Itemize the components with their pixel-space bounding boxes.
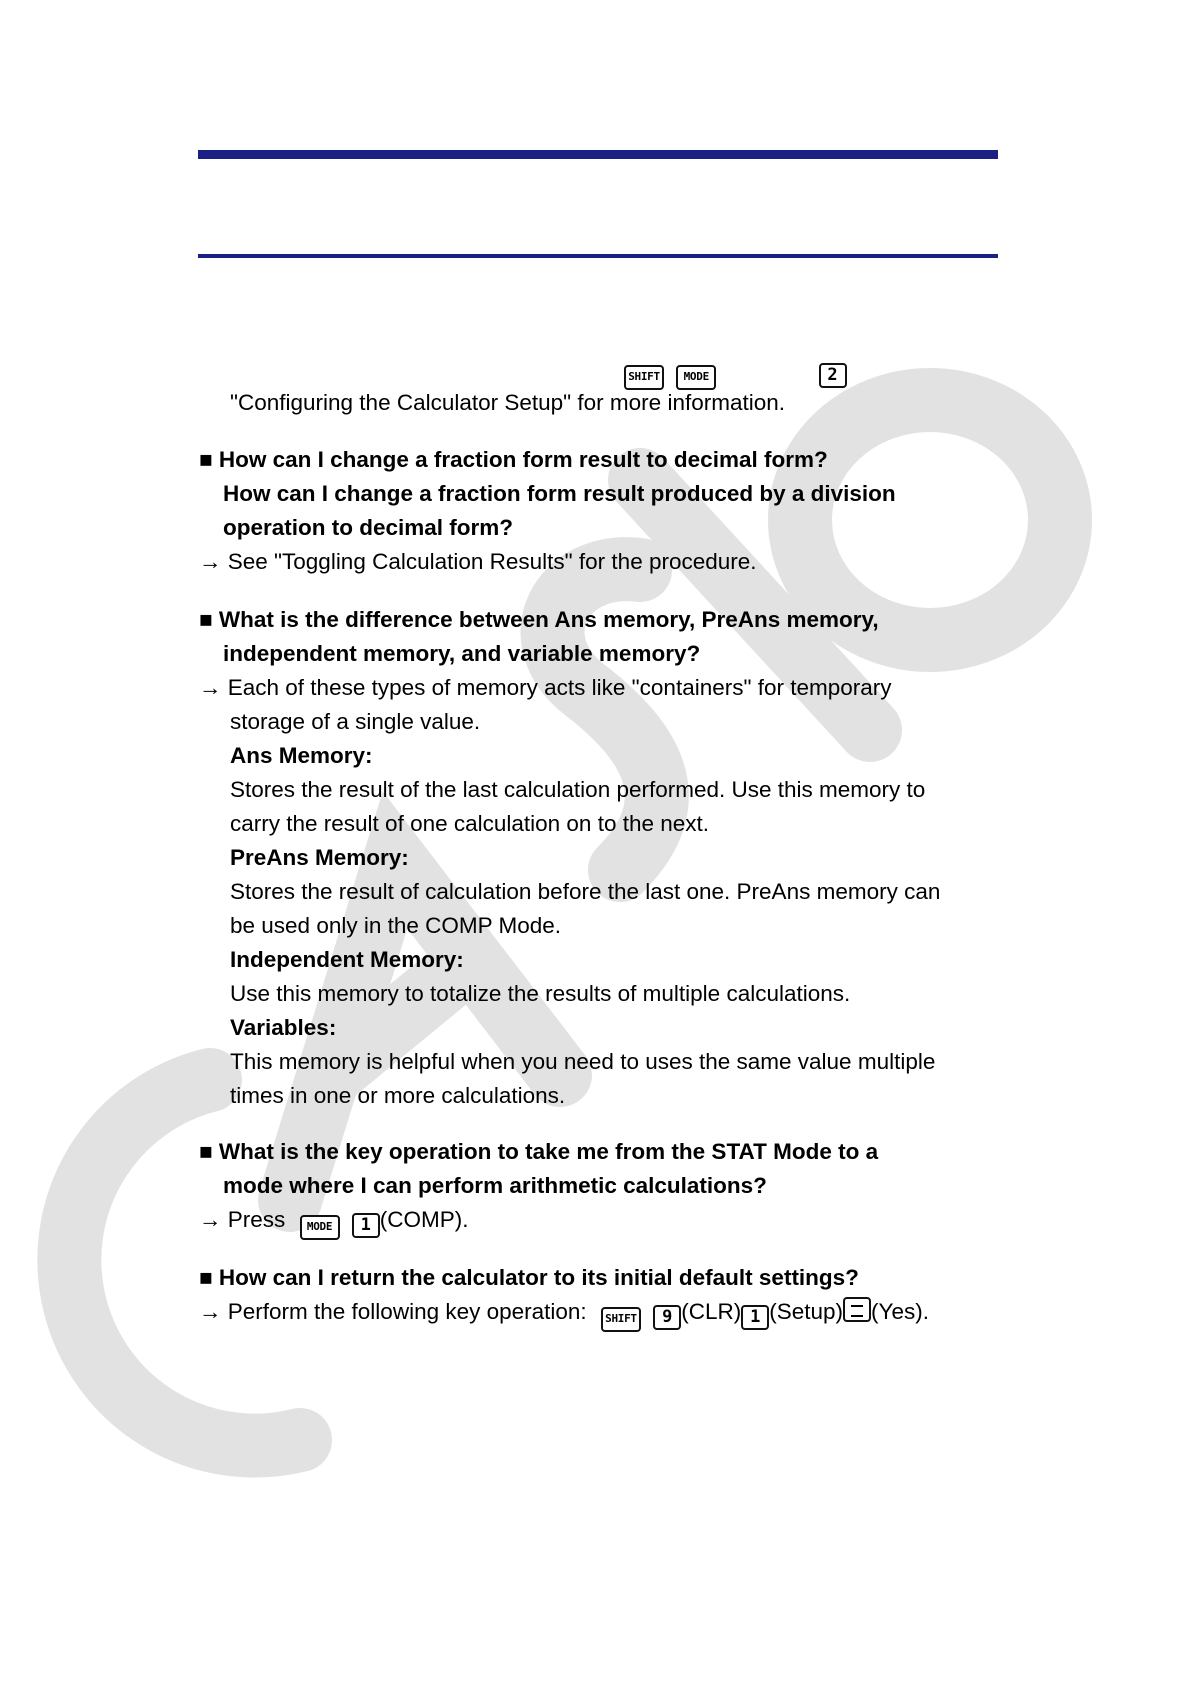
comp-label: (COMP). xyxy=(379,1207,469,1232)
independent-memory-desc: Use this memory to totalize the results of multiple calculations. xyxy=(230,981,851,1006)
faq3-question-line1: ■ What is the key operation to take me from the STAT Mode to a xyxy=(199,1139,879,1164)
ans-memory-title: Ans Memory: xyxy=(230,743,373,768)
key-1: 1 xyxy=(741,1305,769,1330)
preans-memory-desc-line2: be used only in the COMP Mode. xyxy=(230,913,562,938)
faq1-question-line1: ■ How can I change a fraction form result to decimal form? xyxy=(199,447,828,472)
setup-label: (Setup) xyxy=(769,1299,844,1324)
ans-memory-desc-line1: Stores the result of the last calculation performed. Use this memory to xyxy=(230,777,926,802)
setup-reference-text: "Configuring the Calculator Setup" for more information. xyxy=(230,390,785,415)
clr-label: (CLR) xyxy=(681,1299,742,1324)
header-rule-bottom xyxy=(198,254,998,258)
faq3-question-line2: mode where I can perform arithmetic calculations? xyxy=(223,1173,767,1198)
preans-memory-desc-line1: Stores the result of calculation before the last one. PreAns memory can xyxy=(230,879,941,904)
faq4-answer-prefix: → Perform the following key operation: xyxy=(199,1299,587,1324)
equals-key xyxy=(843,1297,871,1322)
key-9: 9 xyxy=(653,1305,681,1330)
mode-key: MODE xyxy=(300,1215,340,1240)
header-rule-top xyxy=(198,150,998,159)
preans-memory-title: PreAns Memory: xyxy=(230,845,409,870)
faq3-answer xyxy=(199,1205,469,1240)
shift-key: SHIFT xyxy=(624,365,664,390)
faq4-answer xyxy=(199,1297,929,1332)
faq2-answer-line1: → Each of these types of memory acts like "containers" for temporary xyxy=(199,675,892,700)
ans-memory-desc-line2: carry the result of one calculation on to the next. xyxy=(230,811,710,836)
faq4-question: ■ How can I return the calculator to its initial default settings? xyxy=(199,1265,859,1290)
variables-title: Variables: xyxy=(230,1015,337,1040)
variables-desc-line2: times in one or more calculations. xyxy=(230,1083,566,1108)
shift-key: SHIFT xyxy=(601,1307,641,1332)
independent-memory-title: Independent Memory: xyxy=(230,947,464,972)
variables-desc-line1: This memory is helpful when you need to uses the same value multiple xyxy=(230,1049,936,1074)
faq1-question-line2: How can I change a fraction form result produced by a division xyxy=(223,481,896,506)
top-key-row xyxy=(624,355,847,390)
key-1: 1 xyxy=(352,1213,380,1238)
faq2-question-line1: ■ What is the difference between Ans memory, PreAns memory, xyxy=(199,607,879,632)
mode-key: MODE xyxy=(676,365,716,390)
watermark-letter-o xyxy=(800,400,1060,640)
equals-icon xyxy=(851,1305,863,1317)
faq3-answer-prefix: → Press xyxy=(199,1207,286,1232)
faq2-question-line2: independent memory, and variable memory? xyxy=(223,641,701,666)
faq1-question-line3: operation to decimal form? xyxy=(223,515,514,540)
key-2: 2 xyxy=(819,363,847,388)
faq2-answer-line2: storage of a single value. xyxy=(230,709,481,734)
yes-label: (Yes). xyxy=(871,1299,929,1324)
faq1-answer: → See "Toggling Calculation Results" for the procedure. xyxy=(199,549,757,574)
